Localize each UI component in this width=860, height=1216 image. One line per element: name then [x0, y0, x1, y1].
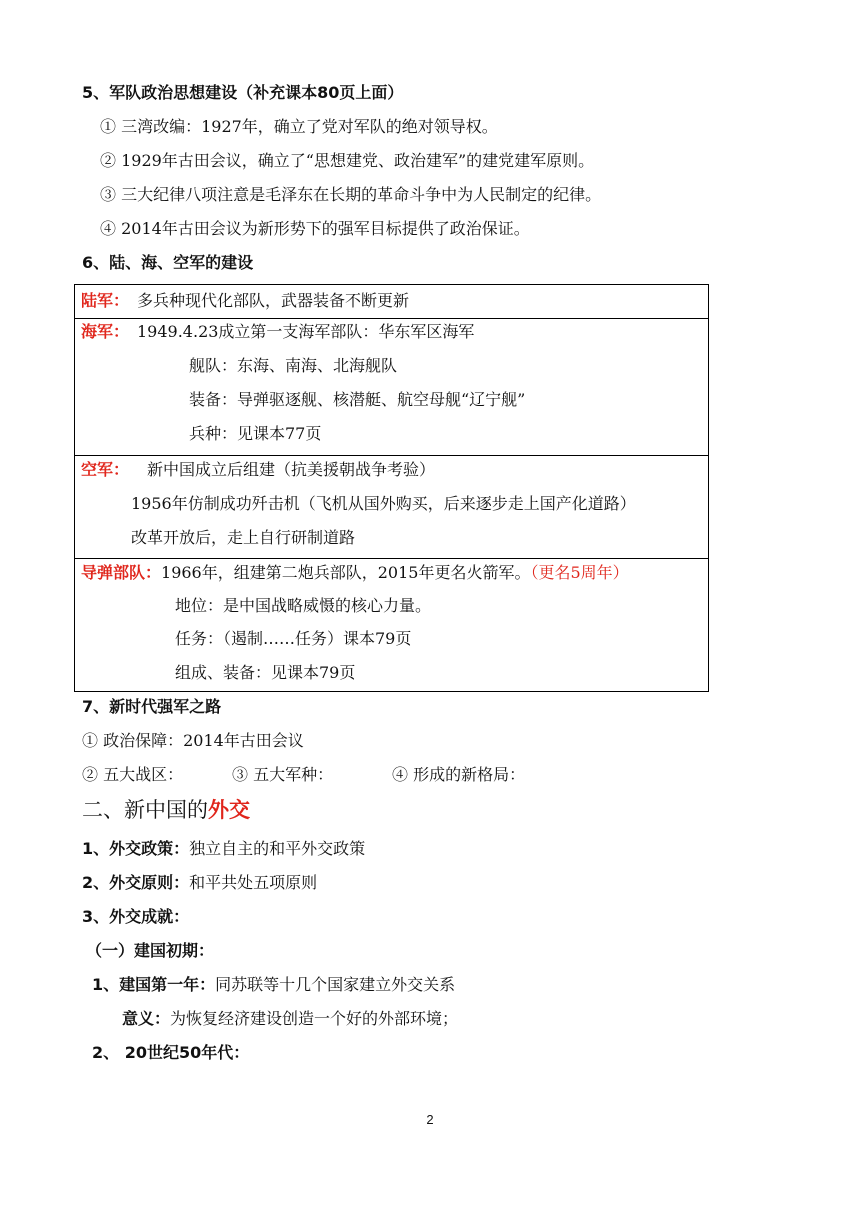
part-2-title — [82, 796, 250, 824]
fifties-item: 2、 20世纪50年代： — [92, 1043, 250, 1062]
missile-line-composition: 组成、装备：见课本79页 — [175, 663, 356, 682]
missile-label: 导弹部队： — [81, 563, 162, 582]
diplomacy-policy-text: 独立自主的和平外交政策 — [189, 839, 366, 858]
airforce-line-1956: 1956年仿制成功歼击机（飞机从国外购买，后来逐步走上国产化道路） — [131, 494, 636, 513]
section-5-item-1: ① 三湾改编：1927年，确立了党对军队的绝对领导权。 — [100, 117, 498, 136]
airforce-line-reform: 改革开放后，走上自行研制道路 — [131, 528, 356, 547]
section-7-item-4: ④ 形成的新格局： — [392, 765, 526, 784]
first-year-meaning — [122, 1008, 458, 1030]
first-year-text: 同苏联等十几个国家建立外交关系 — [215, 975, 456, 994]
army-row — [75, 285, 708, 319]
section-5-item-4: ④ 2014年古田会议为新形势下的强军目标提供了政治保证。 — [100, 219, 530, 238]
section-5-item-3: ③ 三大纪律八项注意是毛泽东在长期的革命斗争中为人民制定的纪律。 — [100, 185, 602, 204]
armed-forces-table — [74, 284, 709, 692]
army-label: 陆军： — [81, 291, 130, 310]
page-number: 2 — [426, 1112, 434, 1127]
missile-note: （更名5周年） — [530, 563, 629, 582]
section-7-item-3: ③ 五大军种： — [232, 765, 334, 784]
navy-line-equipment: 装备：导弹驱逐舰、核潜艇、航空母舰“辽宁舰” — [189, 390, 526, 409]
section-7-item-2: ② 五大战区： — [82, 765, 184, 784]
diplomacy-policy-label: 1、外交政策： — [82, 839, 190, 858]
part-2-title-prefix: 二、新中国的 — [82, 798, 208, 822]
first-year-item — [92, 974, 455, 996]
missile-row — [75, 559, 708, 691]
section-5-item-2: ② 1929年古田会议，确立了“思想建党、政治建军”的建党建军原则。 — [100, 151, 595, 170]
army-text: 多兵种现代化部队，武器装备不断更新 — [137, 291, 410, 310]
missile-first-line — [81, 562, 629, 584]
section-7-item-1: ① 政治保障：2014年古田会议 — [82, 731, 304, 750]
missile-text: 1966年，组建第二炮兵部队，2015年更名火箭军。 — [161, 563, 531, 582]
missile-line-status: 地位：是中国战略威慑的核心力量。 — [175, 596, 432, 615]
navy-line-fleet: 舰队：东海、南海、北海舰队 — [189, 356, 398, 375]
airforce-label: 空军： — [81, 460, 130, 479]
navy-text: 1949.4.23成立第一支海军部队：华东军区海军 — [137, 322, 475, 341]
airforce-text: 新中国成立后组建（抗美援朝战争考验） — [147, 460, 436, 479]
diplomacy-principle-text: 和平共处五项原则 — [189, 873, 318, 892]
diplomacy-achievements-heading: 3、外交成就： — [82, 907, 190, 926]
section-5-heading: 5、军队政治思想建设（补充课本80页上面） — [82, 83, 404, 102]
diplomacy-principle — [82, 872, 317, 894]
part-2-title-highlight: 外交 — [208, 798, 250, 822]
navy-row — [75, 319, 708, 456]
early-period-heading: （一）建国初期： — [86, 941, 215, 960]
navy-label: 海军： — [81, 322, 130, 341]
first-year-meaning-text: 为恢复经济建设创造一个好的外部环境； — [170, 1009, 459, 1028]
airforce-row — [75, 456, 708, 559]
missile-line-mission: 任务：（遏制……任务）课本79页 — [175, 629, 412, 648]
first-year-meaning-label: 意义： — [122, 1009, 171, 1028]
diplomacy-policy — [82, 838, 365, 860]
diplomacy-principle-label: 2、外交原则： — [82, 873, 190, 892]
first-year-label: 1、建国第一年： — [92, 975, 216, 994]
section-7-heading: 7、新时代强军之路 — [82, 697, 222, 716]
section-6-heading: 6、陆、海、空军的建设 — [82, 253, 254, 272]
navy-line-branches: 兵种：见课本77页 — [189, 424, 322, 443]
